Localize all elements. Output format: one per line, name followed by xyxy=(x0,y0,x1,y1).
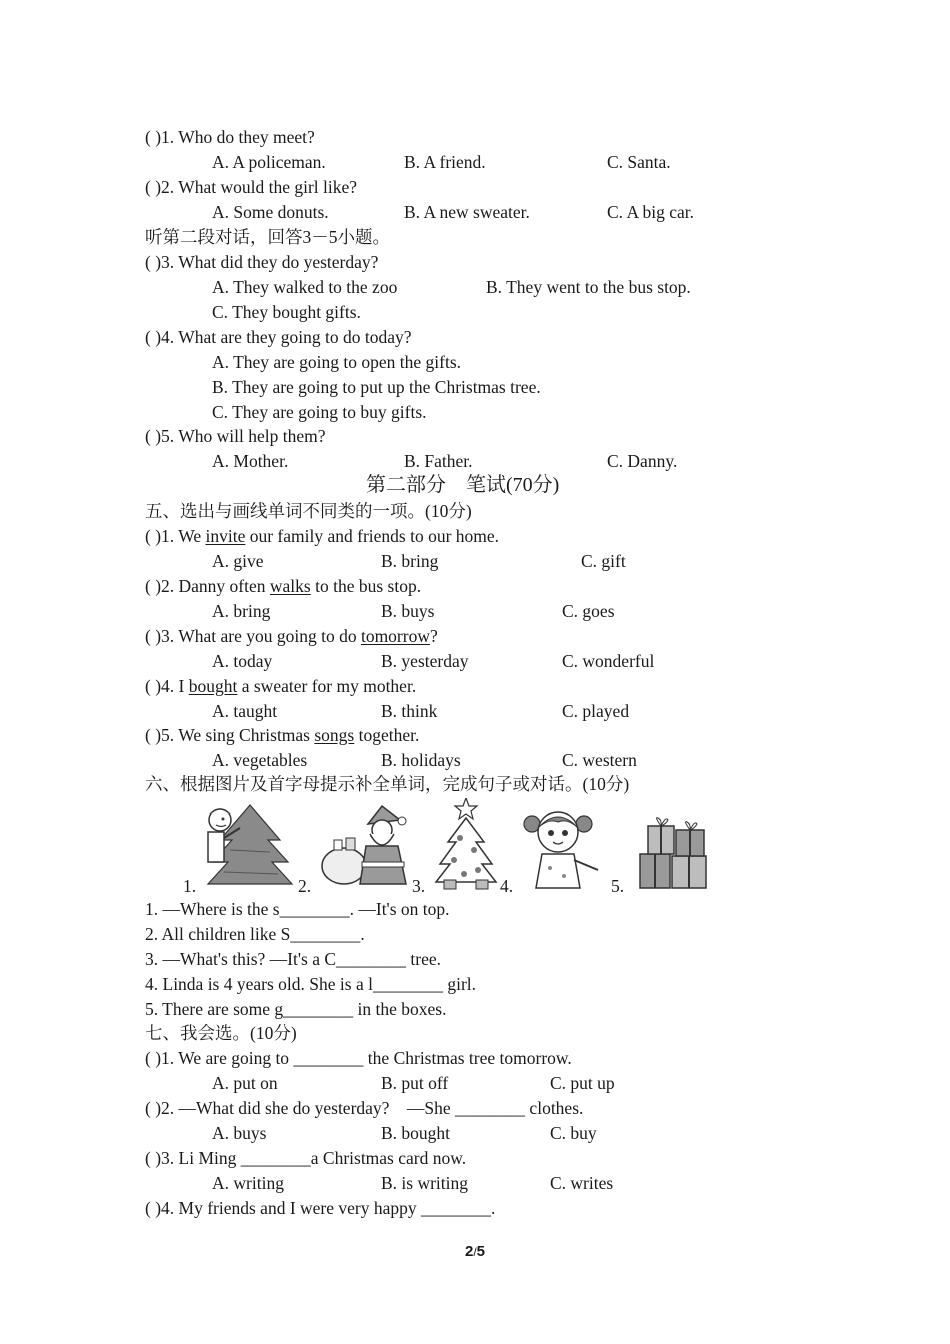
section-instruction: 听第二段对话，回答3－5小题。 xyxy=(145,227,390,247)
fill-in-sentence: 2. All children like S________. xyxy=(145,924,365,944)
option-c: C. played xyxy=(562,701,630,721)
picture-number: 2. xyxy=(298,876,312,896)
option-a: A. They are going to open the gifts. xyxy=(212,352,461,372)
question-stem: ( )4. My friends and I were very happy ________. xyxy=(145,1198,496,1218)
underlined-word: walks xyxy=(269,576,311,596)
option-a: A. put on xyxy=(212,1073,278,1093)
picture-santa xyxy=(320,804,412,890)
option-b: B. They went to the bus stop. xyxy=(486,277,691,297)
question-stem: ( )2. What would the girl like? xyxy=(145,177,358,197)
option-b: B. think xyxy=(381,701,438,721)
underlined-word: invite xyxy=(205,526,246,546)
option-c: C. western xyxy=(562,750,637,770)
picture-little-girl xyxy=(520,806,612,892)
question-stem: ( )2. Danny often walks to the bus stop. xyxy=(145,576,422,596)
question-stem: ( )5. We sing Christmas songs together. xyxy=(145,725,420,745)
option-b: B. They are going to put up the Christmas tree. xyxy=(212,377,541,397)
question-stem: ( )2. —What did she do yesterday? —She ________ clothes. xyxy=(145,1098,584,1118)
option-a: A. taught xyxy=(212,701,278,721)
question-stem: ( )4. What are they going to do today? xyxy=(145,327,412,347)
picture-boy-decorating-tree xyxy=(200,800,300,890)
question-stem: ( )1. We are going to ________ the Christmas tree tomorrow. xyxy=(145,1048,572,1068)
picture-number: 1. xyxy=(183,876,197,896)
option-c: C. They bought gifts. xyxy=(212,302,361,322)
option-c: C. A big car. xyxy=(607,202,695,222)
option-a: A. A policeman. xyxy=(212,152,326,172)
option-b: B. put off xyxy=(381,1073,449,1093)
page-number xyxy=(0,1243,950,1260)
question-stem: ( )1. We invite our family and friends to our home. xyxy=(145,526,500,546)
option-b: B. is writing xyxy=(381,1173,469,1193)
picture-christmas-tree-star xyxy=(432,798,500,890)
question-stem: ( )3. Li Ming ________a Christmas card now. xyxy=(145,1148,467,1168)
underlined-word: bought xyxy=(188,676,238,696)
option-c: C. wonderful xyxy=(562,651,655,671)
option-c: C. goes xyxy=(562,601,615,621)
page-separator: / xyxy=(473,1245,477,1259)
option-a: A. today xyxy=(212,651,273,671)
picture-number: 3. xyxy=(412,876,426,896)
question-stem: ( )1. Who do they meet? xyxy=(145,127,315,147)
picture-number: 5. xyxy=(611,876,625,896)
picture-number: 4. xyxy=(500,876,514,896)
option-c: C. Santa. xyxy=(607,152,671,172)
fill-in-sentence: 3. —What's this? —It's a C________ tree. xyxy=(145,949,441,969)
option-c: C. They are going to buy gifts. xyxy=(212,402,427,422)
fill-in-sentence: 1. —Where is the s________. —It's on top. xyxy=(145,899,450,919)
page-total: 5 xyxy=(476,1243,486,1260)
section-title: 五、选出与画线单词不同类的一项。(10分) xyxy=(145,501,472,521)
underlined-word: tomorrow xyxy=(360,626,430,646)
option-a: A. Mother. xyxy=(212,451,289,471)
option-a: A. give xyxy=(212,551,264,571)
option-a: A. bring xyxy=(212,601,271,621)
option-c: C. put up xyxy=(550,1073,615,1093)
option-b: B. Father. xyxy=(404,451,473,471)
option-c: C. buy xyxy=(550,1123,597,1143)
question-stem: ( )4. I bought a sweater for my mother. xyxy=(145,676,417,696)
option-c: C. writes xyxy=(550,1173,614,1193)
option-b: B. A new sweater. xyxy=(404,202,530,222)
section-title: 六、根据图片及首字母提示补全单词，完成句子或对话。(10分) xyxy=(145,774,630,794)
option-b: B. holidays xyxy=(381,750,461,770)
option-b: B. A friend. xyxy=(404,152,486,172)
question-stem: ( )5. Who will help them? xyxy=(145,426,326,446)
option-c: C. Danny. xyxy=(607,451,678,471)
option-b: B. buys xyxy=(381,601,435,621)
option-a: A. Some donuts. xyxy=(212,202,329,222)
part-heading: 第二部分 笔试(70分) xyxy=(366,474,560,496)
option-a: A. vegetables xyxy=(212,750,308,770)
option-a: A. They walked to the zoo xyxy=(212,277,398,297)
option-a: A. buys xyxy=(212,1123,267,1143)
picture-gift-boxes xyxy=(636,814,712,892)
option-b: B. yesterday xyxy=(381,651,469,671)
option-a: A. writing xyxy=(212,1173,284,1193)
fill-in-sentence: 4. Linda is 4 years old. She is a l________ girl. xyxy=(145,974,477,994)
option-c: C. gift xyxy=(581,551,626,571)
page-current: 2 xyxy=(464,1243,474,1260)
option-b: B. bought xyxy=(381,1123,451,1143)
section-title: 七、我会选。(10分) xyxy=(145,1023,297,1043)
question-stem: ( )3. What are you going to do tomorrow? xyxy=(145,626,438,646)
underlined-word: songs xyxy=(314,725,355,745)
option-b: B. bring xyxy=(381,551,439,571)
fill-in-sentence: 5. There are some g________ in the boxes. xyxy=(145,999,447,1019)
question-stem: ( )3. What did they do yesterday? xyxy=(145,252,379,272)
